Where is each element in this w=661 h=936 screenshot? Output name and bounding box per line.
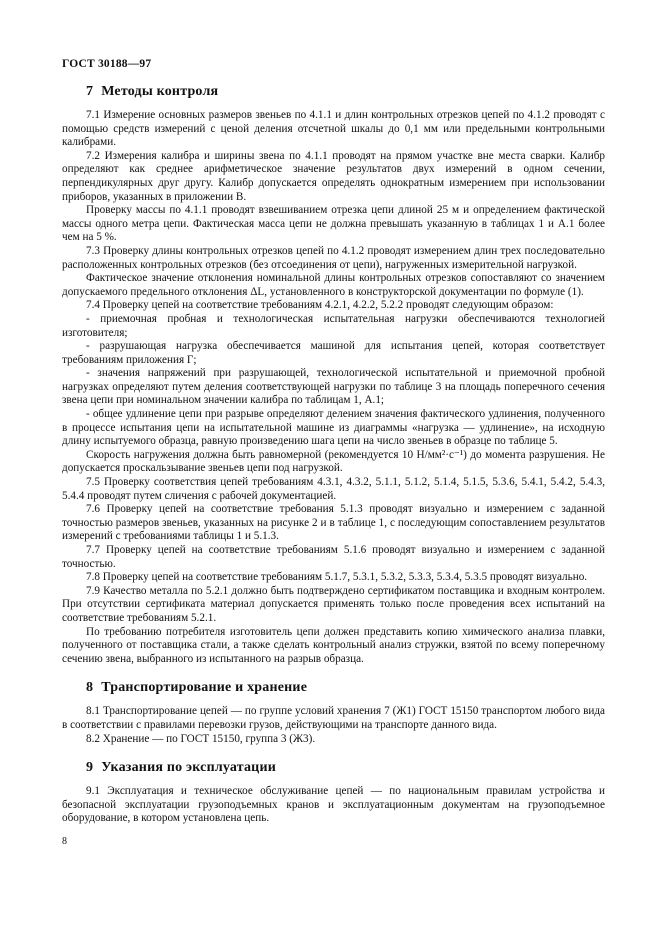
paragraph: 7.8 Проверку цепей на соответствие требованиям 5.1.7, 5.3.1, 5.3.2, 5.3.3, 5.3.4, 5.3.5 проводят визуально. — [86, 571, 588, 584]
section-heading — [86, 760, 605, 776]
section-heading — [86, 84, 605, 100]
list-item: - разрушающая нагрузка обеспечивается машиной для испытания цепей, которая соответствует требованиям приложения Г; — [62, 340, 605, 366]
paragraph: Фактическое значение отклонения номинальной длины контрольных отрезков сопоставляют со значением допускаемого предельного отклонения ΔL, установленного в конструкторской документации по формуле (1). — [62, 272, 605, 298]
paragraph: 7.2 Измерения калибра и ширины звена по 4.1.1 проводят на прямом участке вне места сварки. Калибр определяют как среднее арифметическое значение результатов двух измерений в одном сечении, перпендикулярных друг другу. Калибр допускается определять однократным измерением при использовании приборов, указанных в приложении В. — [62, 149, 605, 203]
list-item: - приемочная пробная и технологическая испытательная нагрузки обеспечиваются технологией изготовителя; — [62, 312, 605, 339]
section-number: 7 — [86, 84, 94, 99]
paragraph: 9.1 Эксплуатация и техническое обслуживание цепей — по национальным правилам устройства и безопасной эксплуатации грузоподъемных кранов и эксплуатационным документам на грузоподъемное оборудование, в котором установлена цепь. — [62, 785, 605, 825]
paragraph: 7.4 Проверку цепей на соответствие требованиям 4.2.1, 4.2.2, 5.2.2 проводят следующим образом: — [86, 299, 554, 312]
paragraph: 7.3 Проверку длины контрольных отрезков цепей по 4.1.2 проводят измерением длин трех последовательно расположенных контрольных отрезков (без отсоединения от цепи), нагруженных измерительной нагрузкой. — [62, 244, 605, 271]
paragraph: 8.1 Транспортирование цепей — по группе условий хранения 7 (Ж1) ГОСТ 15150 транспортом любого вида в соответствии с правилами перевозки грузов, действующими на транспорте данного вида. — [62, 705, 605, 731]
paragraph: Проверку массы по 4.1.1 проводят взвешиванием отрезка цепи длиной 25 м и определением фактической массы одного метра цепи. Фактическая масса цепи не должна превышать указанную в таблицах 1 и А.1 более чем на 5 %. — [62, 204, 605, 244]
document-header: ГОСТ 30188—97 — [62, 58, 152, 70]
paragraph: 7.7 Проверку цепей на соответствие требованиям 5.1.6 проводят визуально и измерением с заданной точностью. — [62, 544, 605, 570]
list-item: - общее удлинение цепи при разрыве определяют делением значения фактического удлинения, полученного в процессе испытания цепи на испытательной машине из диаграммы «нагрузка — удлинение», на исходную длину испытуемого образца, равную произведению шага цепи на число звеньев в образце по таблице 5. — [62, 408, 605, 448]
section-heading — [86, 680, 605, 696]
paragraph: По требованию потребителя изготовитель цепи должен представить копию химического анализа плавки, полученного от поставщика стали, а также сделать контрольный анализ стружки, взятой по всему поперечному сечению звена, выбранного из испытанного на разрыв образца. — [62, 625, 605, 665]
paragraph: 7.1 Измерение основных размеров звеньев по 4.1.1 и длин контрольных отрезков цепей по 4.1.2 проводят с помощью средств измерений с ценой деления отсчетной шкалы до 0,1 мм или предельными контрольными калибрами. — [62, 109, 605, 149]
section-title: Методы контроля — [101, 84, 219, 99]
list-item: - значения напряжений при разрушающей, технологической испытательной и приемочной пробной нагрузках определяют путем деления соответствующей нагрузки по таблице 3 на площадь поперечного сечения звена цепи при номинальном значении калибра по таблицам 1, А.1; — [62, 367, 605, 407]
paragraph: Скорость нагружения должна быть равномерной (рекомендуется 10 Н/мм²·с⁻¹) до момента разрушения. Не допускается проскальзывание звеньев цепи под нагрузкой. — [62, 448, 605, 475]
paragraph: 7.6 Проверку цепей на соответствие требования 5.1.3 проводят визуально и измерением с заданной точностью размеров звеньев, указанных на рисунке 2 и в таблице 1, с последующим сопоставлением результатов измерений с требованиями таблицы 1 и 5.1.3. — [62, 503, 605, 543]
paragraph: 7.5 Проверку соответствия цепей требованиям 4.3.1, 4.3.2, 5.1.1, 5.1.2, 5.1.4, 5.1.5, 5.3.6, 5.4.1, 5.4.2, 5.4.3, 5.4.4 проводят путем сличения с рабочей документацией. — [62, 476, 605, 502]
section-number: 9 — [86, 760, 94, 776]
paragraph: 8.2 Хранение — по ГОСТ 15150, группа 3 (Ж3). — [86, 732, 316, 745]
section-number: 8 — [86, 680, 94, 696]
section-title: Транспортирование и хранение — [101, 680, 308, 696]
sections-container — [62, 84, 605, 826]
paragraph: 7.9 Качество металла по 5.2.1 должно быть подтверждено сертификатом поставщика и входным контролем. При отсутствии сертификата материал допускается применять только после проведения всех испытаний на соответствие требованиям 5.2.1. — [62, 584, 605, 624]
section-title: Указания по эксплуатации — [101, 760, 276, 776]
page-number: 8 — [62, 836, 67, 847]
